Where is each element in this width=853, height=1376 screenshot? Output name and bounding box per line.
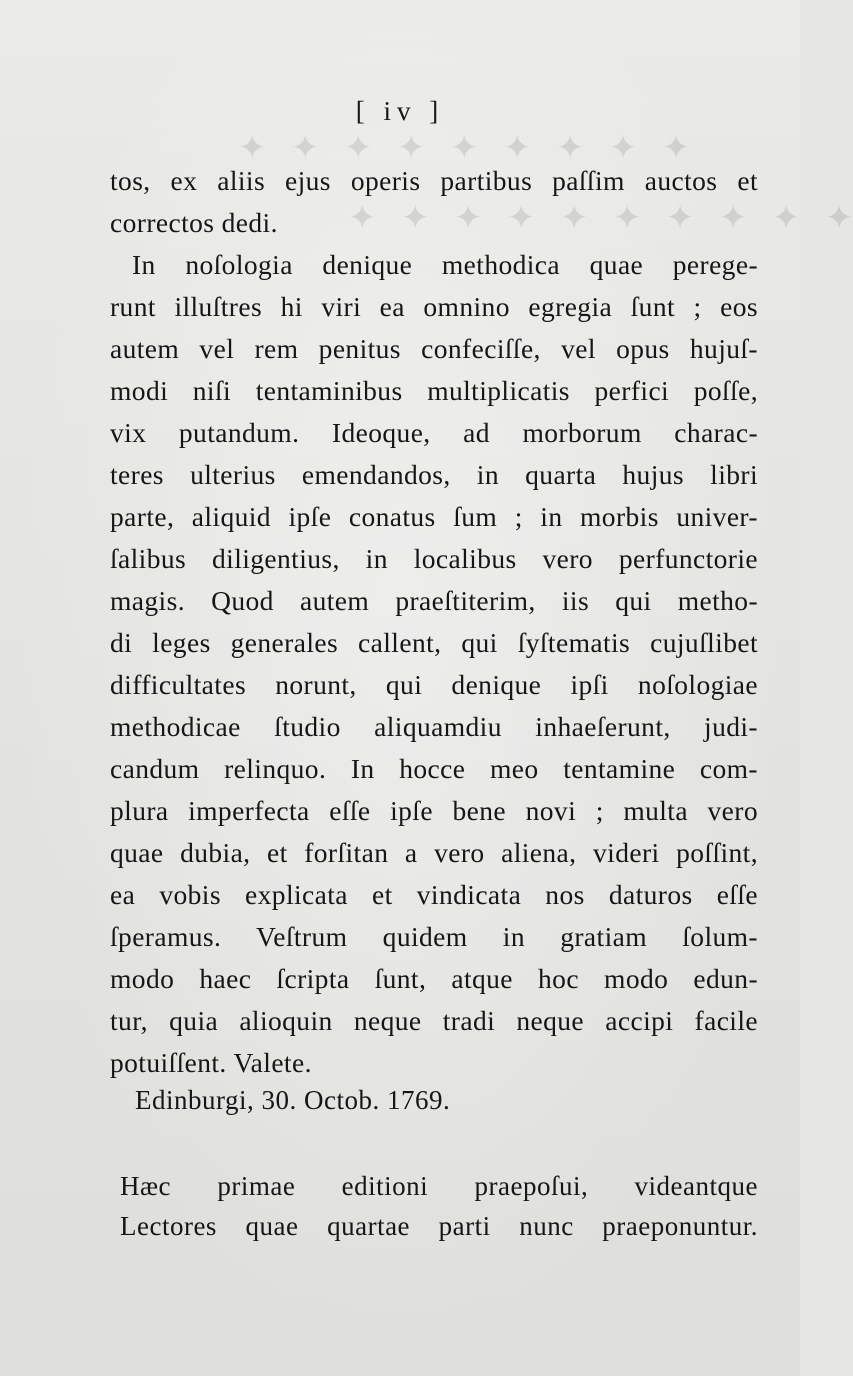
bleed-through-decoration: ✦ ✦ ✦ ✦ ✦ ✦ ✦ ✦ ✦ — [230, 130, 691, 167]
text-line: correctos dedi. — [110, 207, 278, 238]
text-line: methodicae ſtudio aliquamdiu inhaeſerunt, judi- — [110, 711, 758, 742]
text-line: magis. Quod autem praeſtiterim, iis qui metho- — [110, 585, 758, 616]
text-line: tos, ex aliis ejus operis partibus paſſim auctos et — [110, 165, 758, 196]
text-line: tur, quia alioquin neque tradi neque accipi facile — [110, 1005, 758, 1036]
text-line: autem vel rem penitus confeciſſe, vel opus hujuſ- — [110, 333, 758, 364]
text-line: modi niſi tentaminibus multiplicatis perfici poſſe, — [110, 375, 758, 406]
text-line: candum relinquo. In hocce meo tentamine com- — [110, 753, 758, 784]
text-line: plura imperfecta eſſe ipſe bene novi ; multa vero — [110, 795, 758, 826]
text-line: parte, aliquid ipſe conatus ſum ; in morbis univer- — [110, 501, 758, 532]
text-line: vix putandum. Ideoque, ad morborum charac- — [110, 417, 758, 448]
page-number-header: [ iv ] — [355, 96, 445, 126]
note-line: Lectores quae quartae parti nunc praeponuntur. — [120, 1211, 758, 1241]
text-line: difficultates norunt, qui denique ipſi noſologiae — [110, 669, 758, 700]
text-line: potuiſſent. Valete. — [110, 1047, 312, 1078]
note-text — [120, 1166, 758, 1246]
text-line: quae dubia, et forſitan a vero aliena, videri poſſint, — [110, 837, 758, 868]
text-line: runt illuſtres hi viri ea omnino egregia ſunt ; eos — [110, 291, 758, 322]
text-line: di leges generales callent, qui ſyſtematis cujuſlibet — [110, 627, 758, 658]
paragraph-start-line: In noſologia denique methodica quae perege- — [132, 249, 758, 280]
text-line: ſperamus. Veſtrum quidem in gratiam ſolum- — [110, 921, 758, 952]
text-line: ſalibus diligentius, in localibus vero perfunctorie — [110, 543, 758, 574]
text-line: modo haec ſcripta ſunt, atque hoc modo edun- — [110, 963, 758, 994]
text-line: teres ulterius emendandos, in quarta hujus libri — [110, 459, 758, 490]
bleed-through-decoration: ✦ ✦ ✦ ✦ ✦ ✦ ✦ ✦ ✦ ✦ — [340, 200, 853, 237]
text-line: ea vobis explicata et vindicata nos daturos eſſe — [110, 879, 758, 910]
date-line: Edinburgi, 30. Octob. 1769. — [135, 1085, 451, 1115]
note-line: Hæc primae editioni praepoſui, videantque — [120, 1171, 758, 1201]
body-text — [110, 160, 758, 1084]
